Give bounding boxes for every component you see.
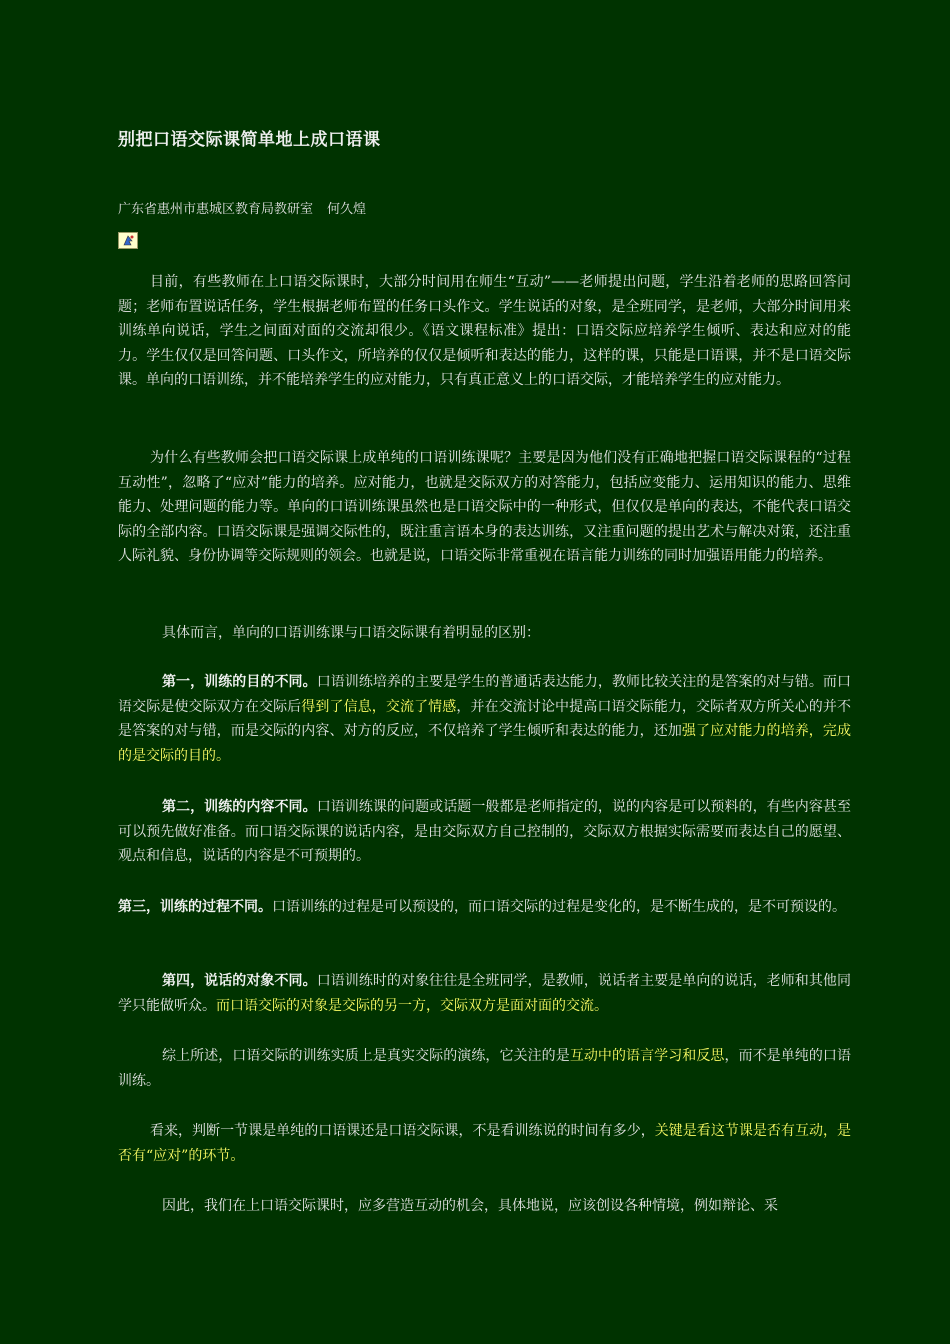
paragraph-2: 为什么有些教师会把口语交际课上成单纯的口语训练课呢？主要是因为他们没有正确地把握口语交际课程的“过程互动性”，忽略了“应对”能力的培养。应对能力，也就是交际双方的对答能力，包括应变能力、运用知识的能力、思维能力、处理问题的能力等。单向的口语训练课虽然也是口语交际中的一种形式，但仅仅是单向的表达，不能代表口语交际的全部内容。口语交际课是强调交际性的，既注重言语本身的表达训练，又注重问题的提出艺术与解决对策，还注重人际礼貌、身份协调等交际规则的领会。也就是说，口语交际非常重视在语言能力训练的同时加强语用能力的培养。 bbox=[118, 450, 851, 564]
paragraph-8 bbox=[118, 1044, 851, 1093]
highlight-text: 而口语交际的对象是交际的另一方，交际双方是面对面的交流。 bbox=[216, 997, 608, 1014]
byline-author: 何久煌 bbox=[327, 202, 367, 217]
paragraph-4 bbox=[118, 670, 851, 768]
byline bbox=[118, 198, 366, 217]
byline-organization: 广东省惠州市惠城区教育局教研室 bbox=[118, 202, 314, 217]
paragraph-7-text: 口语训练时的对象往往是全班同学，是教师，说话者主要是单向的说话，老师和其他同学只能做听众。 bbox=[118, 973, 851, 1014]
paragraph-6 bbox=[118, 895, 851, 920]
paragraph-4-text-a: 口语训练培养的主要是学生的普通话表达能力，教师比较关注的是答案的对与错。而口语交际是使交际双方在交际后 bbox=[118, 674, 851, 715]
point-2-heading: 第二，训练的内容不同。 bbox=[162, 799, 317, 815]
paragraph-4-text-b: ，并在交流讨论中提高口语交际能力，交际者双方所关心的并不是答案的对与错，而是交际的内容、对方的反应，不仅培养了学生倾听和表达的能力，还加 bbox=[118, 698, 852, 739]
paragraph-8-text-a: 综上所述，口语交际的训练实质上是真实交际的演练，它关注的是 bbox=[162, 1048, 570, 1064]
point-1-heading: 第一，训练的目的不同。 bbox=[162, 674, 317, 690]
paragraph-9 bbox=[118, 1119, 851, 1168]
point-3-heading: 第三，训练的过程不同。 bbox=[118, 899, 272, 915]
paragraph-5 bbox=[118, 795, 851, 869]
point-4-heading: 第四，说话的对象不同。 bbox=[162, 973, 317, 989]
paragraph-9-text: 看来，判断一节课是单纯的口语课还是口语交际课，不是看训练说的时间有多少， bbox=[150, 1123, 655, 1139]
paragraph-8-text-b: ，而不是单纯的口语训练。 bbox=[118, 1048, 851, 1089]
paragraph-6-text: 口语训练的过程是可以预设的，而口语交际的过程是变化的，是不断生成的，是不可预设的。 bbox=[272, 899, 846, 915]
paragraph-3: 具体而言，单向的口语训练课与口语交际课有着明显的区别： bbox=[162, 625, 540, 641]
highlight-text: 互动中的语言学习和反思 bbox=[569, 1048, 725, 1064]
broken-image-icon[interactable] bbox=[118, 232, 138, 249]
highlight-text: 得到了信息，交流了情感 bbox=[301, 698, 457, 715]
highlight-text: 强了应对能力的培养，完成的是交际的目的。 bbox=[118, 723, 851, 764]
paragraph-10: 因此，我们在上口语交际课时，应多营造互动的机会，具体地说，应该创设各种情境，例如辩论、采 bbox=[162, 1198, 778, 1214]
article-title: 别把口语交际课简单地上成口语课 bbox=[118, 130, 381, 150]
highlight-text: 关键是看这节课是否有互动，是否有“应对”的环节。 bbox=[118, 1123, 851, 1164]
paragraph-1: 目前，有些教师在上口语交际课时，大部分时间用在师生“互动”——老师提出问题，学生沿着老师的思路回答问题；老师布置说话任务，学生根据老师布置的任务口头作文。学生说话的对象，是全班同学，是老师，大部分时间用来训练单向说话，学生之间面对面的交流却很少。《语文课程标准》提出：口语交际应培养学生倾听、表达和应对的能力。学生仅仅是回答问题、口头作文，所培养的仅仅是倾听和表达的能力，这样的课，只能是口语课，并不是口语交际课。单向的口语训练，并不能培养学生的应对能力，只有真正意义上的口语交际，才能培养学生的应对能力。 bbox=[118, 274, 851, 388]
paragraph-5-text: 口语训练课的问题或话题一般都是老师指定的，说的内容是可以预料的，有些内容甚至可以预先做好准备。而口语交际课的说话内容，是由交际双方自己控制的，交际双方根据实际需要而表达自己的愿望、观点和信息，说话的内容是不可预期的。 bbox=[118, 799, 851, 864]
paragraph-7 bbox=[118, 969, 851, 1018]
